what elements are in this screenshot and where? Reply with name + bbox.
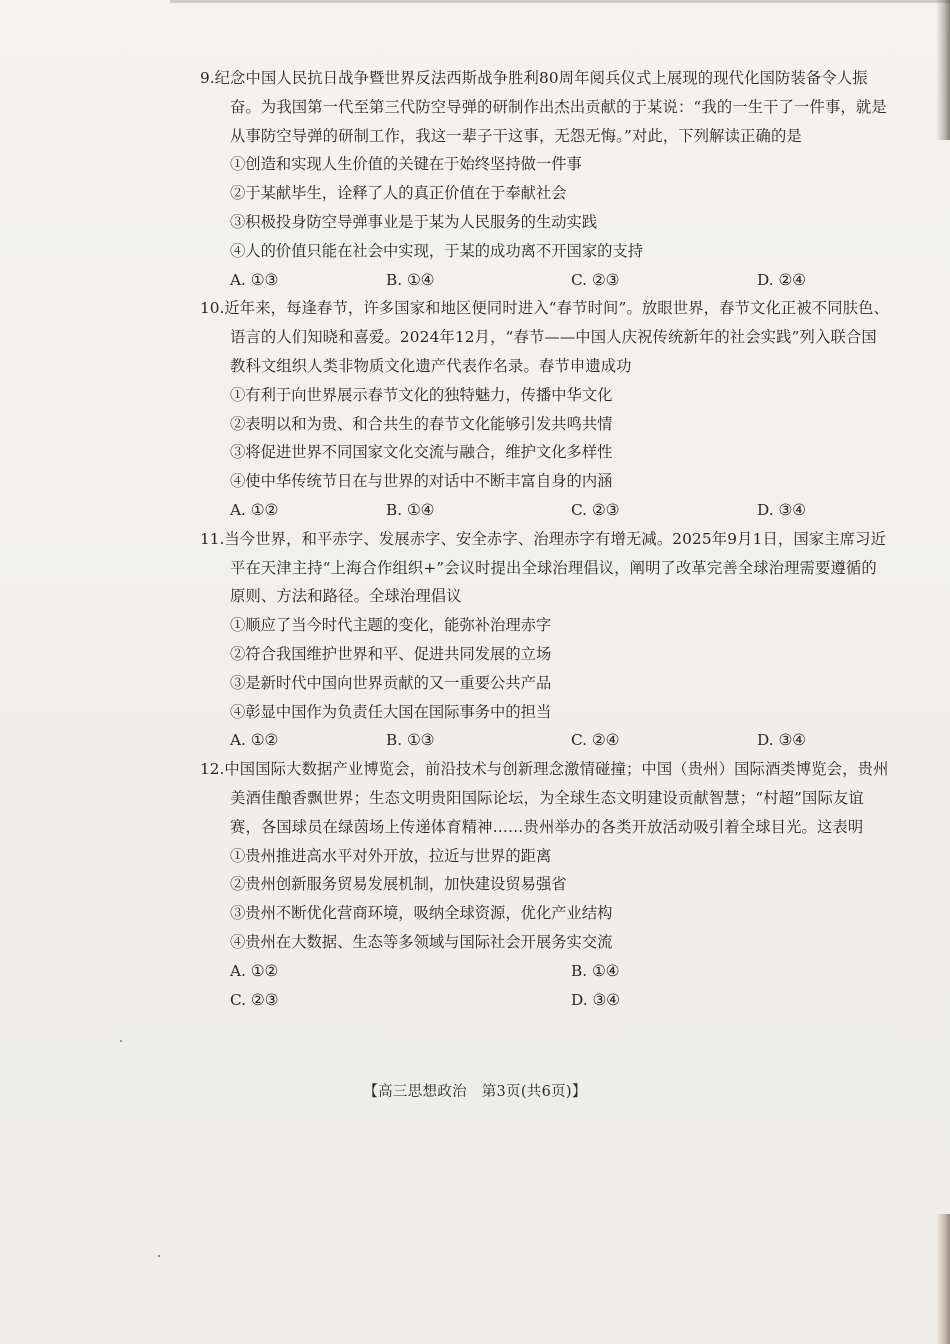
question-number: 9. [200,69,215,87]
scan-edge-right [936,0,950,140]
statement: ③积极投身防空导弹事业是于某为人民服务的生动实践 [230,212,598,231]
statement: ④使中华传统节日在与世界的对话中不断丰富自身的内涵 [230,472,613,491]
option-d[interactable]: D. ③④ [757,500,806,519]
statement: ④彰显中国作为负责任大国在国际事务中的担当 [230,702,552,721]
question-text: 中国国际大数据产业博览会，前沿技术与创新理念激情碰撞；中国（贵州）国际酒类博览会，贵州美酒佳酿香飘世界；生态文明贵阳国际论坛，为全球生态文明建设贡献智慧；“村超”国际友谊赛，各国球员在绿茵场上传递体育精神……贵州举办的各类开放活动吸引着全球目光。这表明 [224,760,889,836]
answer-options [200,266,890,295]
option-a[interactable]: A. ①② [230,731,279,750]
page-footer: 【高三思想政治 第3页(共6页)】 [363,1084,587,1100]
question-12 [200,755,890,1014]
statement: ②于某献毕生，诠释了人的真正价值在于奉献社会 [230,184,567,203]
question-stem [200,294,890,380]
statement: ①贵州推进高水平对外开放，拉近与世界的距离 [230,846,552,865]
option-b[interactable]: B. ①④ [386,500,435,519]
option-b[interactable]: B. ①④ [386,270,435,289]
statement: ④贵州在大数据、生态等多领域与国际社会开展务实交流 [230,932,613,951]
statement: ②贵州创新服务贸易发展机制，加快建设贸易强省 [230,875,567,894]
option-d[interactable]: D. ②④ [757,270,806,289]
option-d[interactable]: D. ③④ [757,731,806,750]
statement: ①有利于向世界展示春节文化的独特魅力，传播中华文化 [230,385,613,404]
answer-options [200,496,890,525]
statement: ③是新时代中国向世界贡献的又一重要公共产品 [230,673,552,692]
question-number: 12. [200,760,225,779]
statement: ③贵州不断优化营商环境，吸纳全球资源，优化产业结构 [230,904,613,923]
question-number: 10. [200,299,225,318]
option-a[interactable]: A. ①② [230,961,279,980]
option-c[interactable]: C. ②④ [571,731,620,750]
statement: ②符合我国维护世界和平、促进共同发展的立场 [230,644,552,663]
question-11 [200,525,890,755]
scan-edge-top [170,0,950,3]
option-a[interactable]: A. ①③ [230,270,279,289]
scan-speck [158,1255,160,1257]
question-text: 近年来，每逢春节，许多国家和地区便同时进入“春节时间”。放眼世界，春节文化正被不同肤色、语言的人们知晓和喜爱。2024年12月，“春节——中国人庆祝传统新年的社会实践”列入联合国教科文组织人类非物质文化遗产代表作名录。春节申遗成功 [224,299,890,375]
answer-options [200,726,890,755]
question-number: 11. [200,529,225,548]
scan-speck [120,1040,122,1042]
answer-options-row-2 [200,986,890,1015]
question-stem [200,525,890,611]
question-text: 纪念中国人民抗日战争暨世界反法西斯战争胜利80周年阅兵仪式上展现的现代化国防装备令人振奋。为我国第一代至第三代防空导弹的研制作出杰出贡献的于某说：“我的一生干了一件事，就是从事防空导弹的研制工作，我这一辈子干这事，无怨无悔。”对此，下列解读正确的是 [214,69,887,145]
question-list [200,64,890,1014]
option-c[interactable]: C. ②③ [230,990,279,1009]
option-c[interactable]: C. ②③ [571,270,620,289]
option-b[interactable]: B. ①④ [571,961,620,980]
answer-options-row-1 [200,957,890,986]
question-10 [200,294,890,524]
question-stem [200,755,890,841]
option-a[interactable]: A. ①② [230,500,279,519]
option-d[interactable]: D. ③④ [571,990,620,1009]
question-9 [200,64,890,294]
question-stem [200,64,890,150]
statement: ①顺应了当今时代主题的变化，能弥补治理赤字 [230,616,552,635]
option-b[interactable]: B. ①③ [386,731,435,750]
option-c[interactable]: C. ②③ [571,500,620,519]
statement: ②表明以和为贵、和合共生的春节文化能够引发共鸣共情 [230,414,613,433]
statement: ①创造和实现人生价值的关键在于始终坚持做一件事 [230,155,582,174]
statement: ④人的价值只能在社会中实现，于某的成功离不开国家的支持 [230,241,644,260]
question-text: 当今世界，和平赤字、发展赤字、安全赤字、治理赤字有增无减。2025年9月1日，国家主席习近平在天津主持“上海合作组织+”会议时提出全球治理倡议，阐明了改革完善全球治理需要遵循的原则、方法和路径。全球治理倡议 [224,529,887,606]
scan-edge-right-bottom [936,1214,950,1344]
statement: ③将促进世界不同国家文化交流与融合，维护文化多样性 [230,443,613,462]
